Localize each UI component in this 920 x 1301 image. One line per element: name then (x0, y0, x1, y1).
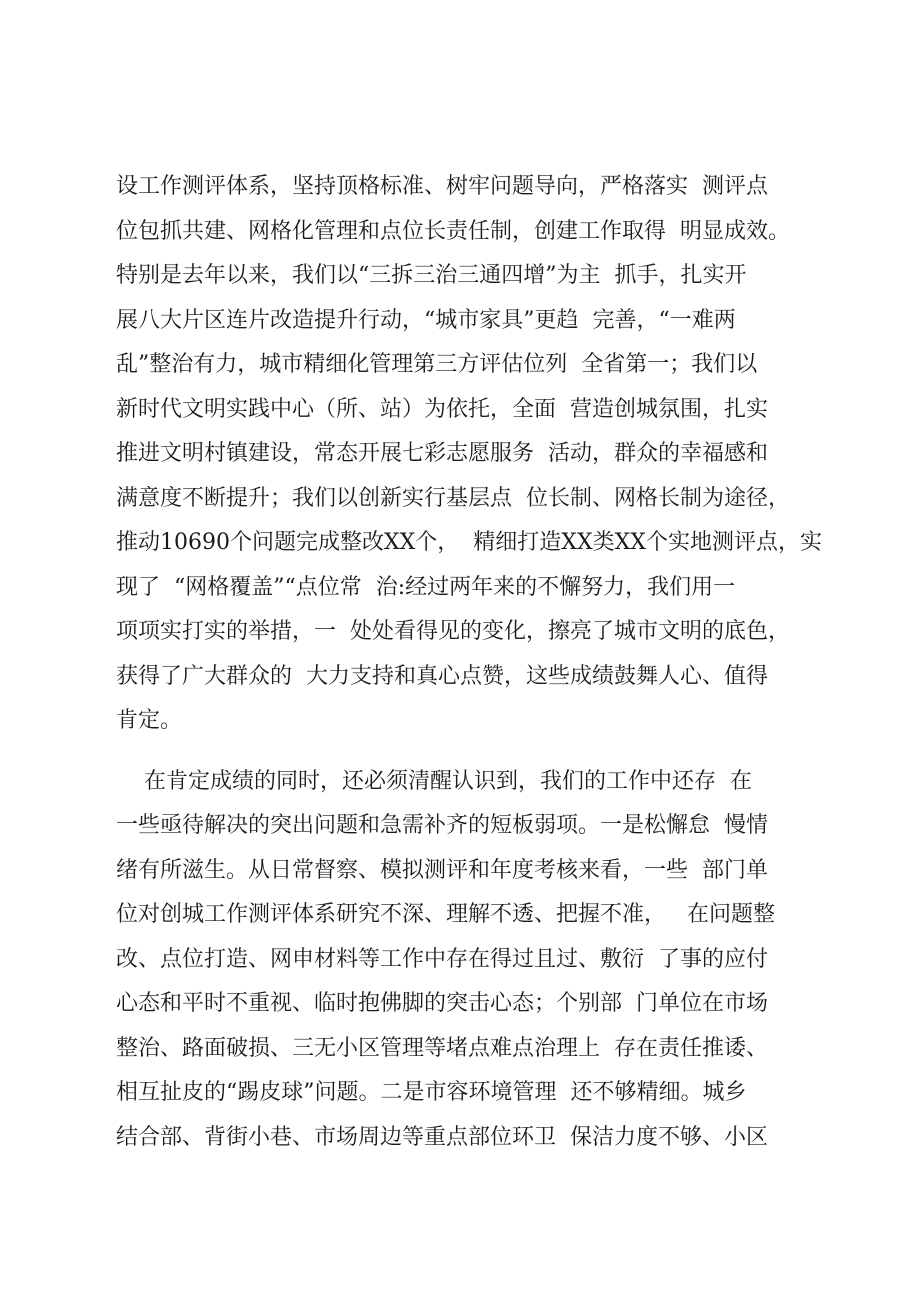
text-line: 在肯定成绩的同时，还必须清醒认识到，我们的工作中还存 在 (116, 768, 752, 794)
text-line: 位对创城工作测评体系研究不深、理解不透、把握不准， 在问题整 (116, 902, 775, 927)
text-line: 一些亟待解决的突出问题和急需补齐的短板弱项。一是松懈怠 慢情 (116, 813, 768, 838)
text-line: 新时代文明实践中心（所、站）为依托，全面 营造创城氛围，扎实 (116, 396, 768, 422)
text-line: 结合部、背街小巷、市场周边等重点部位环卫 保洁力度不够、小区 (116, 1124, 768, 1150)
text-line: 相互扯皮的“踢皮球”问题。二是市容环境管理 还不够精细。城乡 (116, 1080, 747, 1105)
text-line: 改、点位打造、网申材料等工作中存在得过且过、敷衍 了事的应付 (116, 946, 768, 972)
paragraph-2 (116, 760, 816, 1161)
text-line: 现了 “网格覆盖”“点位常 治:经过两年来的不懈努力，我们用一 (116, 574, 736, 600)
text-line: 绪有所滋生。从日常督察、模拟测评和年度考核来看，一些 部门单 (116, 857, 768, 883)
text-line: 心态和平时不重视、临时抱佛脚的突击心态；个别部 门单位在市场 (116, 991, 768, 1016)
text-line: 位包抓共建、网格化管理和点位长责任制，创建工作取得 明显成效。 (116, 218, 790, 244)
text-line: 设工作测评体系，坚持顶格标准、树牢问题导向，严格落实 测评点 (116, 174, 768, 199)
text-line: 肯定。 (116, 708, 183, 733)
document-body (116, 165, 822, 1160)
text-line: 项项实打实的举措，一 处处看得见的变化，擦亮了城市文明的底色， (116, 619, 790, 644)
paragraph-1 (116, 165, 822, 744)
text-line: 乱”整治有力，城市精细化管理第三方评估位列 全省第一；我们以 (116, 352, 758, 377)
text-line: 特别是去年以来，我们以“三拆三治三通四增”为主 抓手，扎实开 (116, 263, 747, 288)
text-line: 获得了广大群众的 大力支持和真心点赞，这些成绩鼓舞人心、值得 (116, 663, 768, 689)
text-line: 推动10690个问题完成整改XX个， 精细打造XX类XX个实地测评点，实 (116, 530, 822, 555)
text-line: 展八大片区连片改造提升行动，“城市家具”更趋 完善，“一难两 (116, 307, 736, 333)
text-line: 推进文明村镇建设，常态开展七彩志愿服务 活动，群众的幸福感和 (116, 441, 768, 466)
text-line: 整治、路面破损、三无小区管理等堵点难点治理上 存在责任推诿、 (116, 1035, 768, 1061)
paragraph-spacer (116, 744, 816, 760)
text-line: 满意度不断提升；我们以创新实行基层点 位长制、网格长制为途径， (116, 485, 790, 511)
